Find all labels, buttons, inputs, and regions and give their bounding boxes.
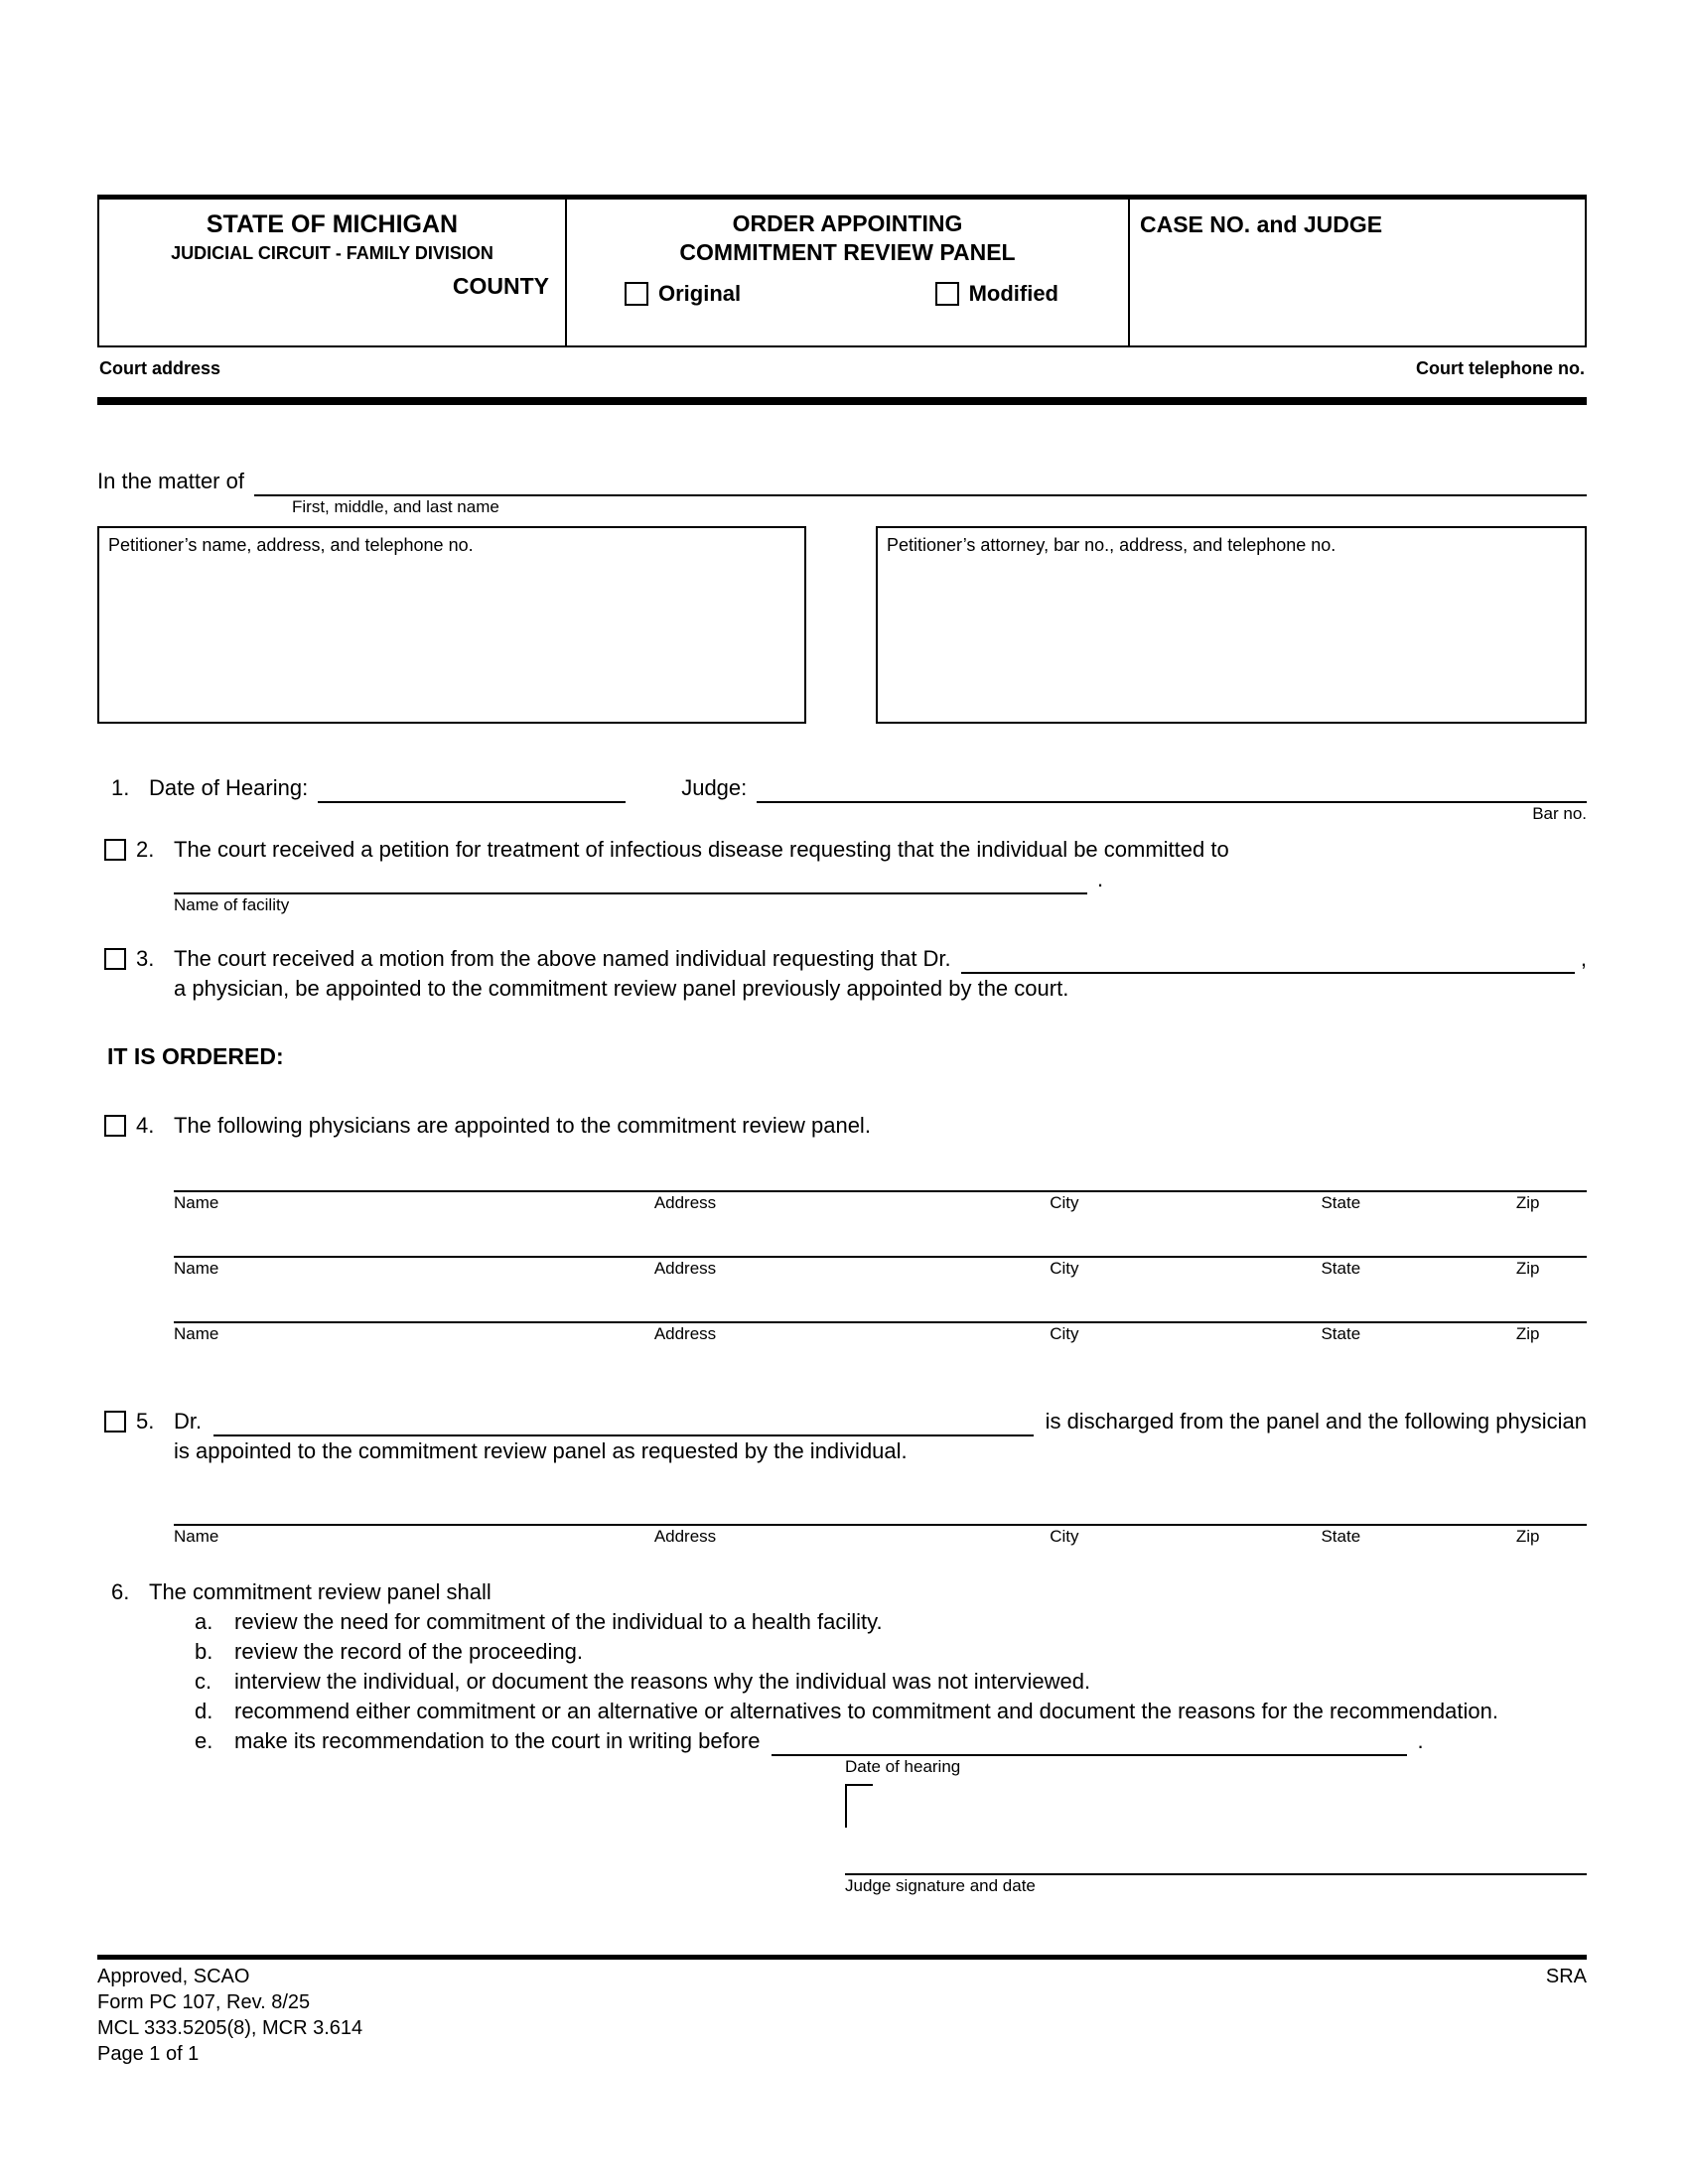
subitem-e-letter: e. (195, 1728, 213, 1753)
footer-form-number: Form PC 107, Rev. 8/25 (97, 1991, 311, 2013)
column-city: City (1050, 1259, 1079, 1278)
court-address-label: Court address (99, 358, 221, 378)
column-city: City (1050, 1324, 1079, 1343)
petitioner-box-label: Petitioner’s name, address, and telephone no. (108, 535, 474, 555)
attorney-box[interactable] (876, 526, 1587, 724)
subitem-d-text: recommend either commitment or an alternative or alternatives to commitment and document the reasons for the recommendation. (234, 1699, 1498, 1723)
attorney-box-label: Petitioner’s attorney, bar no., address, and telephone no. (887, 535, 1336, 555)
date-of-hearing-label: Date of Hearing: (149, 775, 309, 800)
party-boxes (97, 526, 1587, 724)
column-state: State (1321, 1193, 1361, 1212)
column-state: State (1321, 1324, 1361, 1343)
item-2-period: . (1097, 867, 1104, 891)
column-zip: Zip (1515, 1324, 1540, 1343)
court-identity-cell (99, 200, 565, 345)
item-5-number: 5. (136, 1409, 155, 1433)
item-2-checkbox[interactable] (104, 839, 126, 861)
column-state: State (1321, 1527, 1361, 1546)
item-6-number: 6. (111, 1579, 130, 1604)
subitem-a-letter: a. (195, 1609, 213, 1634)
physician-row-replacement[interactable] (174, 1524, 1587, 1548)
item-5-text: is discharged from the panel and the following physician (1045, 1409, 1587, 1433)
item-1-number: 1. (111, 775, 130, 800)
matter-of-field[interactable] (254, 469, 1587, 496)
signature-corner-mark (845, 1784, 873, 1828)
date-of-hearing-field[interactable] (318, 775, 626, 803)
court-contact-row (97, 347, 1587, 397)
form-title-cell (565, 200, 1128, 345)
column-city: City (1050, 1527, 1079, 1546)
physician-row-1[interactable] (174, 1190, 1587, 1214)
physician-row-3[interactable] (174, 1321, 1587, 1345)
column-name: Name (174, 1527, 219, 1546)
modified-label: Modified (968, 281, 1058, 306)
court-telephone-label: Court telephone no. (1416, 358, 1585, 378)
petitioner-box[interactable] (97, 526, 806, 724)
subitem-c-text: interview the individual, or document the reasons why the individual was not interviewed. (234, 1669, 1091, 1694)
bar-no-hint: Bar no. (1532, 804, 1587, 823)
column-zip: Zip (1515, 1259, 1540, 1278)
item-3-checkbox[interactable] (104, 948, 126, 970)
column-state: State (1321, 1259, 1361, 1278)
column-zip: Zip (1515, 1193, 1540, 1212)
item-3-comma: , (1580, 946, 1587, 971)
subitem-e-period: . (1417, 1728, 1424, 1753)
subitem-b (195, 1637, 1587, 1667)
item-2-text: The court received a petition for treatment of infectious disease requesting that the individual be committed to (174, 837, 1229, 862)
original-option (625, 279, 741, 309)
item-6-sublist (195, 1607, 1587, 1756)
footer-sra: SRA (1545, 1966, 1587, 1987)
order-type-options (577, 267, 1118, 309)
item-2-petition (97, 835, 1587, 916)
recommendation-date-field[interactable] (772, 1728, 1407, 1756)
physician-row-2[interactable] (174, 1256, 1587, 1280)
header-divider-bar (97, 397, 1587, 405)
form-title-line1: ORDER APPOINTING (732, 210, 963, 236)
footer-approved: Approved, SCAO (97, 1966, 250, 1987)
item-3-number: 3. (136, 946, 155, 971)
state-title: STATE OF MICHIGAN (206, 210, 459, 238)
case-number-cell[interactable] (1128, 200, 1585, 345)
judge-label: Judge: (681, 775, 748, 800)
item-4-checkbox[interactable] (104, 1115, 126, 1137)
column-name: Name (174, 1259, 219, 1278)
subitem-c (195, 1667, 1587, 1697)
column-city: City (1050, 1193, 1079, 1212)
column-address: Address (653, 1324, 717, 1343)
item-2-number: 2. (136, 837, 155, 862)
column-address: Address (653, 1259, 717, 1278)
subitem-e-text: make its recommendation to the court in writing before (234, 1728, 761, 1753)
item-4-panel-appointed (97, 1111, 1587, 1345)
item-3-doctor-field[interactable] (961, 946, 1575, 974)
subitem-d (195, 1697, 1587, 1726)
item-5-text-line2: is appointed to the commitment review panel as requested by the individual. (174, 1438, 908, 1463)
original-label: Original (658, 281, 742, 306)
column-zip: Zip (1515, 1527, 1540, 1546)
item-3-text: The court received a motion from the above named individual requesting that Dr. (174, 946, 951, 971)
subitem-b-letter: b. (195, 1639, 213, 1664)
subitem-a-text: review the need for commitment of the individual to a health facility. (234, 1609, 883, 1634)
column-address: Address (653, 1527, 717, 1546)
item-5-discharge (97, 1407, 1587, 1548)
facility-hint: Name of facility (174, 895, 290, 914)
ordered-heading: IT IS ORDERED: (107, 1043, 284, 1069)
item-4-text: The following physicians are appointed to the commitment review panel. (174, 1113, 871, 1138)
column-name: Name (174, 1324, 219, 1343)
form-footer (97, 1955, 1587, 2067)
name-hint: First, middle, and last name (292, 497, 499, 516)
matter-of-section (97, 467, 1587, 518)
county-label: COUNTY (452, 273, 549, 299)
item-5-dr-label: Dr. (174, 1409, 203, 1433)
circuit-title: JUDICIAL CIRCUIT - FAMILY DIVISION (171, 243, 493, 263)
footer-page-number: Page 1 of 1 (97, 2043, 200, 2065)
subitem-c-letter: c. (195, 1669, 212, 1694)
original-checkbox[interactable] (625, 282, 648, 306)
facility-name-field[interactable] (174, 867, 1087, 894)
footer-statute: MCL 333.5205(8), MCR 3.614 (97, 2017, 363, 2039)
form-title-line2: COMMITMENT REVIEW PANEL (679, 239, 1016, 265)
item-4-number: 4. (136, 1113, 155, 1138)
column-name: Name (174, 1193, 219, 1212)
judge-signature-label: Judge signature and date (845, 1876, 1036, 1895)
case-number-label: CASE NO. and JUDGE (1140, 211, 1383, 237)
item-3-motion (97, 944, 1587, 1004)
subitem-b-text: review the record of the proceeding. (234, 1639, 583, 1664)
matter-of-label: In the matter of (97, 469, 244, 493)
modified-option (935, 279, 1058, 309)
item-6-panel-duties (97, 1577, 1587, 1778)
item-5-doctor-field[interactable] (213, 1409, 1033, 1436)
column-address: Address (653, 1193, 717, 1212)
form-header (97, 195, 1587, 347)
item-5-checkbox[interactable] (104, 1411, 126, 1433)
date-of-hearing-hint: Date of hearing (845, 1757, 961, 1776)
subitem-e (195, 1726, 1587, 1756)
item-1-hearing (97, 773, 1587, 825)
item-6-intro: The commitment review panel shall (149, 1579, 492, 1604)
subitem-a (195, 1607, 1587, 1637)
judge-field[interactable] (757, 775, 1587, 803)
item-3-text-line2: a physician, be appointed to the commitment review panel previously appointed by the court. (174, 976, 1069, 1001)
subitem-d-letter: d. (195, 1699, 213, 1723)
modified-checkbox[interactable] (935, 282, 959, 306)
